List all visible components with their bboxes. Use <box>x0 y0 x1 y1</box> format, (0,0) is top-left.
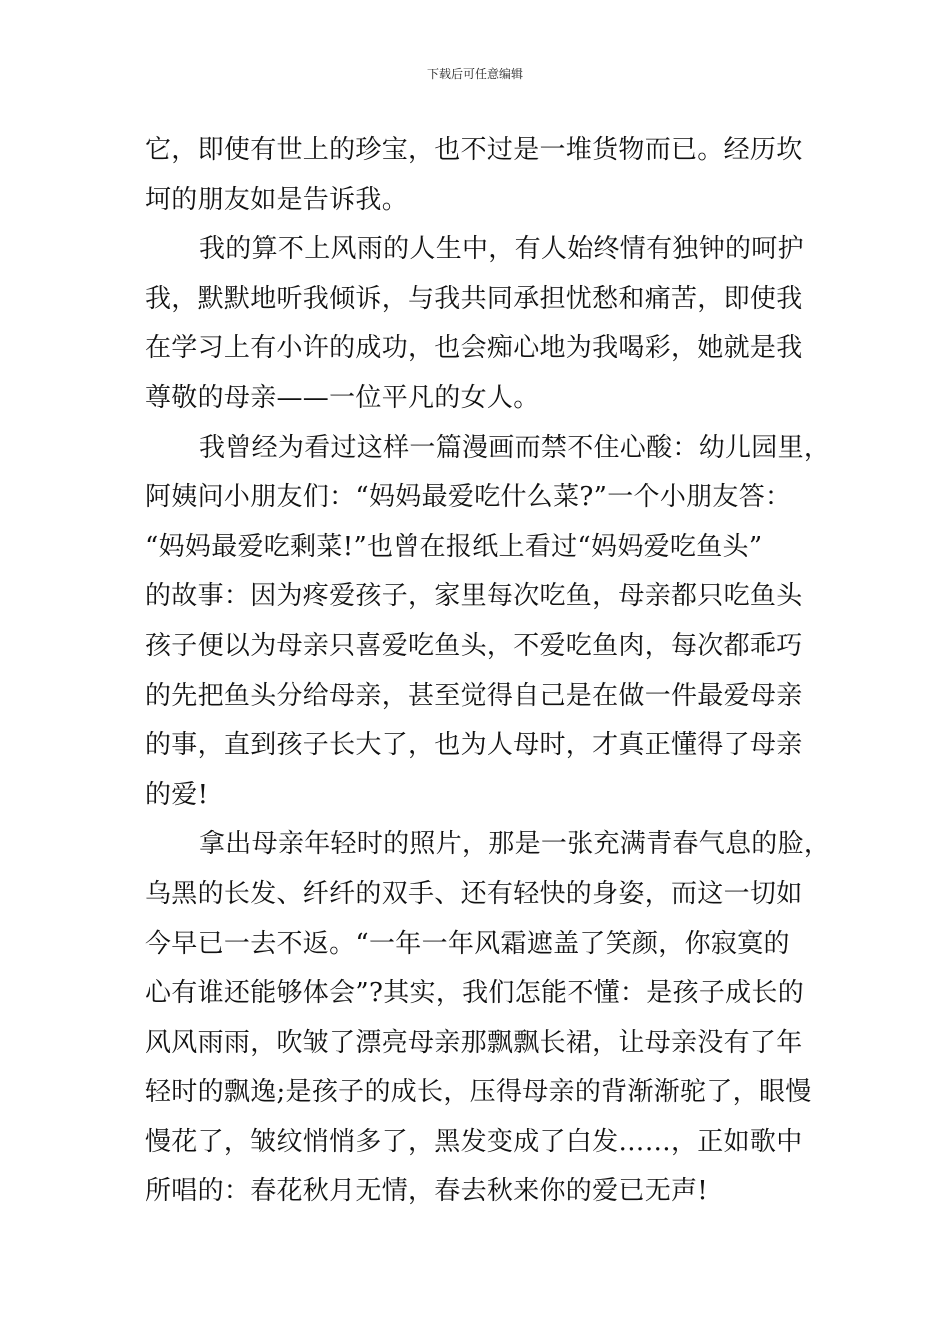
text-line: 轻时的飘逸;是孩子的成长，压得母亲的背渐渐驼了，眼慢 <box>145 1077 812 1108</box>
text-line: 心有谁还能够体会”?其实，我们怎能不懂：是孩子成长的 <box>145 978 805 1009</box>
text-line: “妈妈最爱吃剩菜!”也曾在报纸上看过“妈妈爱吃鱼头” <box>145 531 763 562</box>
text-line: 尊敬的母亲——一位平凡的女人。 <box>145 382 540 413</box>
text-line: 风风雨雨，吹皱了漂亮母亲那飘飘长裙，让母亲没有了年 <box>145 1027 803 1058</box>
text-line: 我，默默地听我倾诉，与我共同承担忧愁和痛苦，即使我 <box>145 283 803 314</box>
paragraph-start-line: 拿出母亲年轻时的照片，那是一张充满青春气息的脸， <box>199 829 831 860</box>
text-line: 所唱的：春花秋月无情，春去秋来你的爱已无声! <box>145 1176 709 1207</box>
text-line: 孩子便以为母亲只喜爱吃鱼头，不爱吃鱼肉，每次都乖巧 <box>145 630 803 661</box>
text-line: 乌黑的长发、纤纤的双手、还有轻快的身姿，而这一切如 <box>145 878 803 909</box>
text-line: 它，即使有世上的珍宝，也不过是一堆货物而已。经历坎 <box>145 135 803 165</box>
text-line: 在学习上有小许的成功，也会痴心地为我喝彩，她就是我 <box>145 333 803 364</box>
text-line: 慢花了，皱纹悄悄多了，黑发变成了白发……，正如歌中 <box>145 1126 803 1157</box>
page-header: 下载后可任意编辑 <box>426 67 523 81</box>
text-line: 阿姨问小朋友们：“妈妈最爱吃什么菜?”一个小朋友答： <box>145 482 792 513</box>
text-line: 的先把鱼头分给母亲，甚至觉得自己是在做一件最爱母亲 <box>145 680 803 711</box>
text-line: 坷的朋友如是告诉我。 <box>145 184 409 215</box>
text-line: 的事，直到孩子长大了，也为人母时，才真正懂得了母亲 <box>145 730 803 761</box>
text-line: 今早已一去不返。“一年一年风霜遮盖了笑颜，你寂寞的 <box>145 928 790 959</box>
text-line: 的故事：因为疼爱孩子，家里每次吃鱼，母亲都只吃鱼头 <box>145 581 803 612</box>
document-body <box>145 126 835 1217</box>
paragraph-start-line: 我曾经为看过这样一篇漫画而禁不住心酸：幼儿园里， <box>199 432 831 463</box>
text-line: 的爱! <box>145 779 209 810</box>
paragraph-start-line: 我的算不上风雨的人生中，有人始终情有独钟的呵护 <box>199 234 804 265</box>
